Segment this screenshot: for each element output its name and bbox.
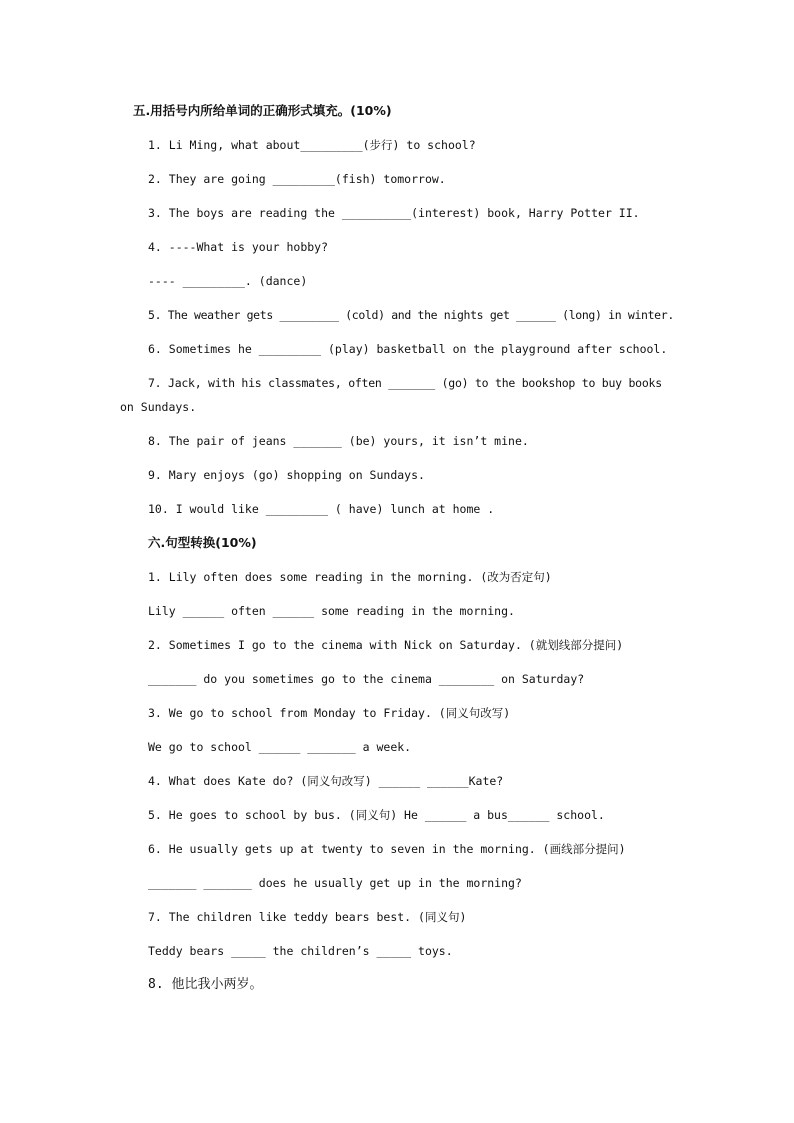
section-6-item-7-answer: Teddy bears _____ the children’s _____ toys.	[148, 944, 453, 958]
section-6-item-6-answer: _______ _______ does he usually get up in the morning?	[148, 876, 522, 890]
section-5-item-6: 6. Sometimes he _________ (play) basketball on the playground after school.	[148, 342, 668, 356]
section-5-item-3: 3. The boys are reading the __________(interest) book, Harry Potter II.	[148, 206, 640, 220]
section-6-item-6: 6. He usually gets up at twenty to seven in the morning. (画线部分提问)	[148, 842, 626, 856]
section-5-item-10: 10. I would like _________ ( have) lunch at home .	[148, 502, 495, 516]
section-6-item-5: 5. He goes to school by bus. (同义句) He ______ a bus______ school.	[148, 808, 605, 822]
section-6-item-8: 8. 他比我小两岁。	[148, 977, 263, 992]
section-5-item-4-question: 4. ----What is your hobby?	[148, 240, 329, 254]
section-6-item-7: 7. The children like teddy bears best. (同义句)	[148, 910, 467, 924]
section-5-item-8: 8. The pair of jeans _______ (be) yours, it isn’t mine.	[148, 434, 529, 448]
section-6-item-1-answer: Lily ______ often ______ some reading in the morning.	[148, 604, 515, 618]
section-6-item-2-answer: _______ do you sometimes go to the cinema ________ on Saturday?	[148, 672, 585, 686]
section-6-item-1: 1. Lily often does some reading in the morning. (改为否定句)	[148, 570, 552, 584]
section-5-item-7-continued: on Sundays.	[120, 400, 197, 414]
section-6-item-3-answer: We go to school ______ _______ a week.	[148, 740, 412, 754]
section-6-title: 六.句型转换(10%)	[148, 535, 257, 550]
section-5-item-7: 7. Jack, with his classmates, often _______ (go) to the bookshop to buy books	[148, 376, 662, 390]
section-5-item-1: 1. Li Ming, what about_________(步行) to school?	[148, 138, 476, 152]
section-6-item-4: 4. What does Kate do? (同义句改写) ______ ______Kate?	[148, 774, 504, 788]
section-5-title: 五.用括号内所给单词的正确形式填充。(10%)	[133, 103, 392, 118]
section-6-item-3: 3. We go to school from Monday to Friday. (同义句改写)	[148, 706, 511, 720]
section-5-item-9: 9. Mary enjoys (go) shopping on Sundays.	[148, 468, 425, 482]
section-5-item-2: 2. They are going _________(fish) tomorrow.	[148, 172, 446, 186]
section-5-item-5: 5. The weather gets _________ (cold) and the nights get ______ (long) in winter.	[148, 308, 674, 322]
section-6-item-2: 2. Sometimes I go to the cinema with Nick on Saturday. (就划线部分提问)	[148, 638, 624, 652]
section-5-item-4-answer: ---- _________. (dance)	[148, 274, 308, 288]
